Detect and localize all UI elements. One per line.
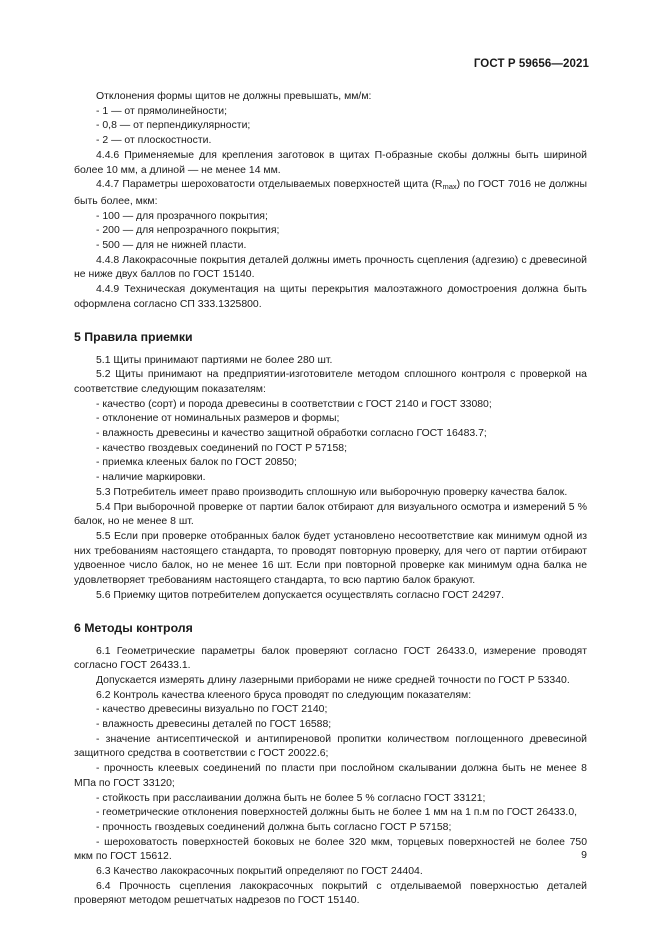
list-item: - качество (сорт) и порода древесины в соответствии с ГОСТ 2140 и ГОСТ 33080; (96, 398, 492, 410)
paragraph: 5.2 Щиты принимают на предприятии-изготовителе методом сплошного контроля с проверкой на соответствие следующим показателям: (74, 369, 587, 395)
list-item: - значение антисептической и антипиреновой пропитки количеством поглощенного древесиной защитного средства в соответствии с ГОСТ 20022.6; (74, 733, 587, 760)
list-item: - 200 — для непрозрачного покрытия; (96, 225, 280, 237)
list-item: - прочность клеевых соединений по пласти при послойном скалывании должна быть не менее 8 МПа по ГОСТ 33120; (74, 763, 587, 789)
list-item: - приемка клееных балок по ГОСТ 20850; (96, 457, 297, 469)
list-item: - 1 — от прямолинейности; (96, 105, 228, 117)
page-content (74, 90, 587, 909)
list-item: - геометрические отклонения поверхностей должны быть не более 1 мм на 1 п.м по ГОСТ 26433.0, (96, 807, 578, 819)
paragraph: 4.4.9 Техническая документация на щиты перекрытия малоэтажного домостроения должна быть оформлена согласно СП 333.1325800. (74, 284, 587, 310)
section-heading: 5 Правила приемки (74, 329, 193, 344)
list-item: - 0,8 — от перпендикулярности; (96, 120, 251, 132)
paragraph (74, 178, 587, 209)
list-item: - 100 — для прозрачного покрытия; (96, 210, 268, 222)
list-item: - наличие маркировки. (96, 472, 206, 484)
paragraph: 6.4 Прочность сцепления лакокрасочных покрытий с отделываемой поверхностью деталей проверяют методом решетчатых надрезов по ГОСТ 15140. (74, 880, 587, 907)
list-item: - качество гвоздевых соединений по ГОСТ Р 57158; (96, 442, 347, 454)
document-header: ГОСТ Р 59656—2021 (473, 58, 589, 70)
list-item: - 500 — для не нижней пласти. (96, 240, 247, 252)
paragraph-text: 4.4.7 Параметры шероховатости отделываемых поверхностей щита (R (96, 179, 443, 191)
paragraph: 5.4 При выборочной проверке от партии балок отбирают для визуального осмотра и измерений 5 % балок, но не менее 8 шт. (74, 501, 587, 528)
list-item: - 2 — от плоскостности. (96, 135, 212, 147)
paragraph: 5.5 Если при проверке отобранных балок будет установлено несоответствие как минимум одной из них требованиям настоящего стандарта, то проводят повторную проверку, для чего от партии отбирают удвоенное число балок, но не менее 16 шт. Если при повторной проверке как минимум одна балка не удовлетворяет требованиям настоящего стандарта, то всю партию балок бракуют. (74, 530, 587, 587)
list-item: - шероховатость поверхностей боковых не более 320 мкм, торцевых поверхностей не более 750 мкм по ГОСТ 15612. (74, 836, 587, 863)
list-item: - отклонение от номинальных размеров и формы; (96, 413, 340, 425)
section-heading: 6 Методы контроля (74, 620, 193, 635)
subscript: max (442, 182, 457, 192)
list-item: - влажность древесины и качество защитной обработки согласно ГОСТ 16483.7; (96, 428, 487, 440)
list-item: - влажность древесины деталей по ГОСТ 16588; (96, 719, 332, 731)
paragraph: Отклонения формы щитов не должны превышать, мм/м: (96, 91, 372, 102)
paragraph: 6.1 Геометрические параметры балок проверяют согласно ГОСТ 26433.0, измерение проводят согласно ГОСТ 26433.1. (74, 645, 587, 672)
paragraph-text: ) по ГОСТ 7016 не должны быть более, мкм: (74, 179, 587, 207)
paragraph: 6.2 Контроль качества клееного бруса проводят по следующим показателям: (96, 689, 472, 701)
paragraph: 5.1 Щиты принимают партиями не более 280 шт. (96, 354, 333, 366)
paragraph: 4.4.8 Лакокрасочные покрытия деталей должны иметь прочность сцепления (адгезию) с древесиной не ниже двух баллов по ГОСТ 15140. (74, 254, 587, 281)
paragraph: Допускается измерять длину лазерными приборами не ниже средней точности по ГОСТ Р 53340. (96, 674, 570, 686)
paragraph: 6.3 Качество лакокрасочных покрытий определяют по ГОСТ 24404. (96, 866, 423, 878)
paragraph: 5.3 Потребитель имеет право производить сплошную или выборочную проверку качества балок. (96, 486, 568, 498)
paragraph: 5.6 Приемку щитов потребителем допускается осуществлять согласно ГОСТ 24297. (96, 589, 504, 601)
page-number: 9 (581, 849, 587, 861)
list-item: - прочность гвоздевых соединений должна быть согласно ГОСТ Р 57158; (96, 821, 452, 833)
list-item: - стойкость при расслаивании должна быть не более 5 % согласно ГОСТ 33121; (96, 792, 486, 804)
paragraph: 4.4.6 Применяемые для крепления заготовок в щитах П-образные скобы должны быть шириной более 10 мм, а длиной — не менее 14 мм. (74, 149, 587, 176)
list-item: - качество древесины визуально по ГОСТ 2140; (96, 704, 328, 716)
